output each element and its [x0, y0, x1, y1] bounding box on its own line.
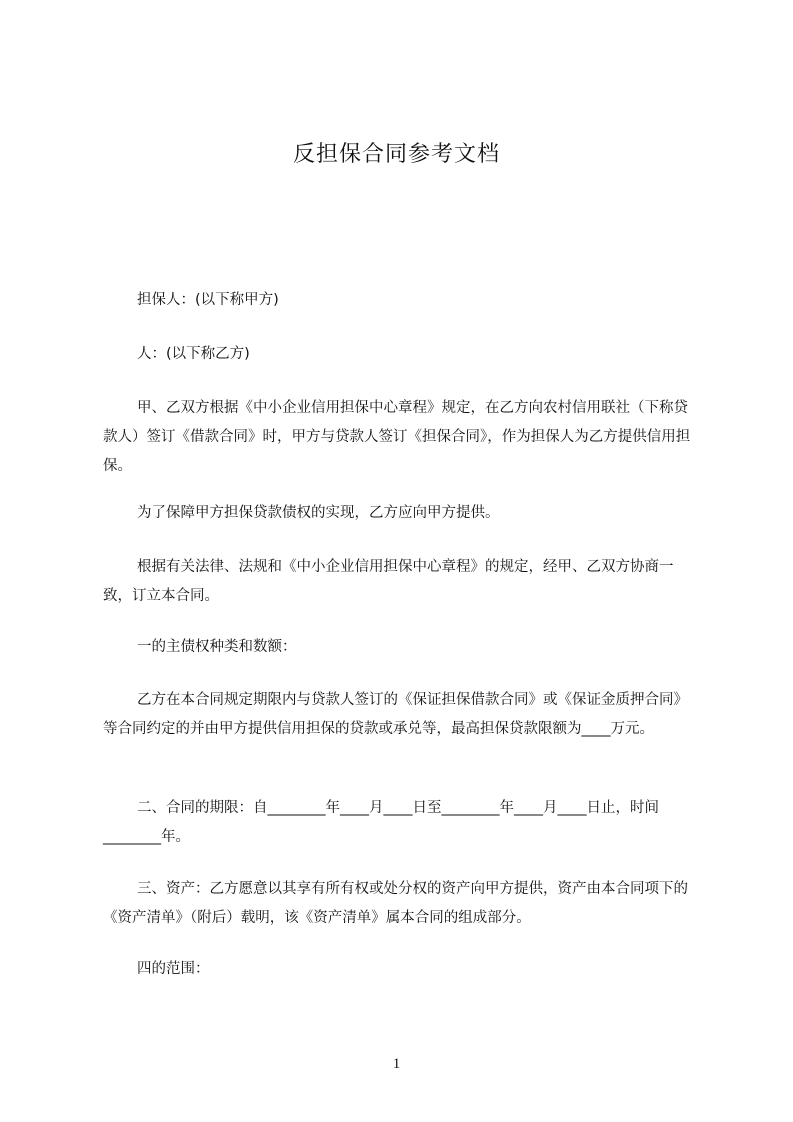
paragraph-agreement: 根据有关法律、法规和《中小企业信用担保中心章程》的规定，经甲、乙双方协商一致，订立本合同。 [103, 559, 674, 604]
clause-1-heading: 一的主债权种类和数额： [137, 639, 297, 655]
clause-1-body: 乙方在本合同规定期限内与贷款人签订的《保证担保借款合同》或《保证金质押合同》等合同约定的并由甲方提供信用担保的贷款或承兑等，最高担保贷款限额为____万元。 [103, 692, 688, 737]
paragraph-party-b: 人：(以下称乙方) [137, 346, 250, 362]
document-title: 反担保合同参考文档 [292, 142, 500, 167]
paragraph-basis: 甲、乙双方根据《中小企业信用担保中心章程》规定，在乙方向农村信用联社（下称贷款人）签订《借款合同》时，甲方与贷款人签订《担保合同》，作为担保人为乙方提供信用担保。 [103, 400, 691, 474]
paragraph-purpose: 为了保障甲方担保贷款债权的实现，乙方应向甲方提供。 [137, 505, 500, 521]
page-number: 1 [392, 1056, 401, 1072]
clause-3-assets: 三、资产：乙方愿意以其享有所有权或处分权的资产向甲方提供，资产由本合同项下的《资产清单》（附后）载明，该《资产清单》属本合同的组成部分。 [103, 881, 688, 926]
clause-2-term: 二、合同的期限：自________年____月____日至________年____月____日止，时间________年。 [103, 800, 659, 845]
clause-4-heading: 四的范围： [137, 961, 210, 977]
paragraph-guarantor: 担保人：(以下称甲方) [137, 292, 279, 308]
